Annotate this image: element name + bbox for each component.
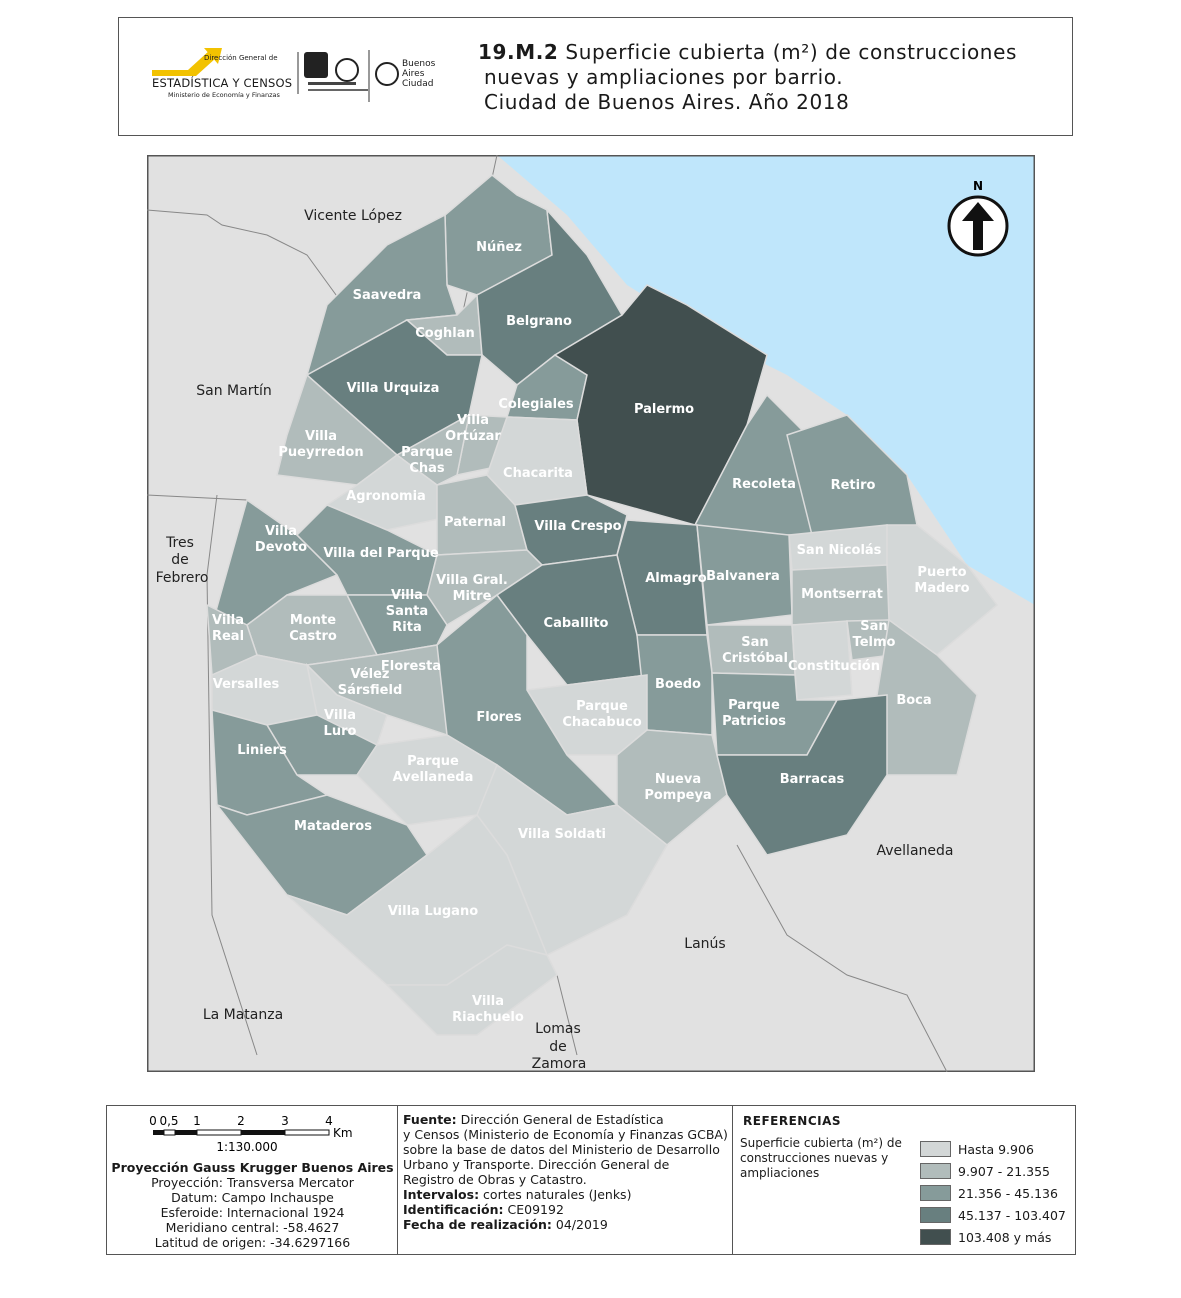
barrio-label: Flores bbox=[476, 710, 522, 725]
legend-desc-1: Superficie cubierta (m²) de bbox=[740, 1136, 902, 1150]
title-line1: Superficie cubierta (m²) de construcciones bbox=[565, 40, 1018, 64]
barrio-label: Balvanera bbox=[706, 569, 780, 584]
map-title bbox=[478, 40, 1038, 115]
barrio-san-cristóbal bbox=[707, 625, 795, 675]
neighbor-label: Zamora bbox=[531, 1056, 587, 1072]
barrio-label: Almagro bbox=[645, 571, 707, 586]
city-logo-2: Aires bbox=[402, 69, 425, 79]
barrio-label: Boca bbox=[896, 693, 932, 708]
fuente-text3: sobre la base de datos del Ministerio de Desarrollo bbox=[403, 1142, 720, 1157]
logo-text-1: Dirección General de bbox=[204, 54, 278, 62]
legend-label: 45.137 - 103.407 bbox=[958, 1208, 1066, 1223]
neighbor-label: de bbox=[549, 1039, 567, 1055]
legend-label: 103.408 y más bbox=[958, 1230, 1052, 1245]
barrio-label: Agronomia bbox=[346, 489, 426, 504]
legend-desc-2: construcciones nuevas y bbox=[740, 1151, 889, 1165]
barrio-label: Villa Soldati bbox=[518, 827, 606, 842]
intervalos-line bbox=[403, 1187, 728, 1202]
legend-desc-3: ampliaciones bbox=[740, 1166, 820, 1180]
barrio-label: Montserrat bbox=[801, 587, 883, 602]
fuente-text5: Registro de Obras y Catastro. bbox=[403, 1172, 587, 1187]
barrio-label: Belgrano bbox=[506, 314, 572, 329]
barrio-label: Villa Lugano bbox=[387, 904, 479, 919]
legend-label: 21.356 - 45.136 bbox=[958, 1186, 1058, 1201]
barrio-label: Parque Avellaneda bbox=[392, 754, 474, 785]
neighbor-label: La Matanza bbox=[202, 1007, 284, 1023]
barrio-label: Villa Gral. Mitre bbox=[436, 573, 508, 604]
intervalos-text: cortes naturales (Jenks) bbox=[483, 1187, 632, 1202]
neighbor-label: Vicente López bbox=[304, 208, 402, 224]
ident-label: Identificación: bbox=[403, 1202, 504, 1217]
barrio-label: Caballito bbox=[543, 616, 609, 631]
legend-label: 9.907 - 21.355 bbox=[958, 1164, 1050, 1179]
barrio-label: San Telmo bbox=[852, 619, 896, 650]
fecha-label: Fecha de realización: bbox=[403, 1217, 552, 1232]
neighbor-label: Febrero bbox=[155, 570, 209, 586]
barrio-label: Villa Urquiza bbox=[346, 381, 440, 396]
proj-line: Meridiano central: -58.4627 bbox=[165, 1220, 340, 1235]
barrio-label: Chacarita bbox=[503, 466, 573, 481]
barrio-label: Villa Devoto bbox=[254, 524, 308, 555]
barrio-label: Constitución bbox=[788, 659, 880, 674]
legend-title: REFERENCIAS bbox=[743, 1114, 842, 1128]
proj-line: Proyección: Transversa Mercator bbox=[151, 1175, 354, 1190]
legend-panel bbox=[733, 1106, 1074, 1254]
barrio-label: Villa Pueyrredon bbox=[278, 429, 364, 460]
neighbor-label: Avellaneda bbox=[876, 843, 954, 859]
barrio-label: Nueva Pompeya bbox=[644, 772, 712, 803]
barrio-label: Boedo bbox=[655, 677, 701, 692]
barrio-label: Floresta bbox=[380, 659, 442, 674]
fuente-text1: Dirección General de Estadística bbox=[460, 1112, 664, 1127]
source-panel bbox=[398, 1106, 733, 1254]
barrio-label: Vélez Sársfield bbox=[337, 667, 403, 698]
legend-swatch bbox=[920, 1141, 951, 1157]
fuente-text4: Urbano y Transporte. Dirección General de bbox=[403, 1157, 670, 1172]
projection-panel bbox=[107, 1106, 398, 1254]
scale-tick-label: 0 bbox=[149, 1114, 157, 1128]
title-line2: nuevas y ampliaciones por barrio. bbox=[484, 65, 844, 89]
city-logo-3: Ciudad bbox=[402, 79, 434, 89]
neighbor-label: Tres bbox=[166, 535, 194, 551]
fuente-text2: y Censos (Ministerio de Economía y Finanzas GCBA) bbox=[403, 1127, 728, 1142]
barrio-label: San Cristóbal bbox=[722, 635, 788, 666]
neighbor-label: San Martín bbox=[196, 383, 272, 399]
legend-label: Hasta 9.906 bbox=[958, 1142, 1034, 1157]
legend-swatch bbox=[920, 1207, 951, 1223]
scale-tick-label: 1 bbox=[193, 1114, 201, 1128]
proj-line: Esferoide: Internacional 1924 bbox=[160, 1205, 345, 1220]
logo-text-3: Ministerio de Economía y Finanzas bbox=[168, 91, 280, 99]
barrio-label: Villa Riachuelo bbox=[452, 994, 524, 1025]
barrio-label: Barracas bbox=[779, 772, 845, 787]
barrio-label: Liniers bbox=[237, 743, 287, 758]
barrio-label: Versalles bbox=[212, 677, 280, 692]
ident-text: CE09192 bbox=[507, 1202, 564, 1217]
fuente-label: Fuente: bbox=[403, 1112, 457, 1127]
neighbor-label: de bbox=[171, 552, 189, 568]
scale-tick-label: 0,5 bbox=[159, 1114, 179, 1128]
ident-line bbox=[403, 1202, 728, 1217]
proj-line: Datum: Campo Inchauspe bbox=[171, 1190, 334, 1205]
barrio-label: Villa Ortúzar bbox=[445, 413, 501, 444]
fecha-text: 04/2019 bbox=[555, 1217, 608, 1232]
barrio-label: Villa del Parque bbox=[323, 546, 439, 561]
projection-title: Proyección Gauss Krugger Buenos Aires bbox=[111, 1160, 394, 1175]
north-label: N bbox=[972, 179, 984, 193]
scale-tick-label: 4 bbox=[325, 1114, 333, 1128]
scale-bar bbox=[147, 1112, 367, 1154]
legend-swatch bbox=[920, 1185, 951, 1201]
barrio-label: Palermo bbox=[633, 402, 695, 417]
logo-text-2: ESTADÍSTICA Y CENSOS bbox=[152, 76, 293, 90]
choropleth-map bbox=[147, 155, 1035, 1072]
barrio-label: Monte Castro bbox=[289, 613, 337, 644]
barrio-label: Parque Chacabuco bbox=[562, 699, 642, 730]
legend-description bbox=[740, 1136, 920, 1181]
barrio-label: Paternal bbox=[444, 515, 506, 530]
scale-ticks bbox=[149, 1114, 333, 1128]
barrio-label: San Nicolás bbox=[796, 543, 882, 558]
barrio-label: Núñez bbox=[476, 240, 522, 255]
scale-unit: Km bbox=[333, 1126, 353, 1140]
barrio-label: Saavedra bbox=[352, 288, 422, 303]
scale-tick-label: 3 bbox=[281, 1114, 289, 1128]
barrio-label: Parque Chas bbox=[401, 445, 453, 476]
barrio-label: Puerto Madero bbox=[914, 565, 970, 596]
logos bbox=[148, 46, 448, 106]
barrio-label: Mataderos bbox=[294, 819, 372, 834]
fuente-line1 bbox=[403, 1112, 728, 1127]
proj-line: Latitud de origen: -34.6297166 bbox=[154, 1235, 351, 1250]
barrio-label: Parque Patricios bbox=[722, 698, 786, 729]
barrio-label: Villa Real bbox=[211, 613, 245, 644]
city-logo-1: Buenos bbox=[402, 59, 436, 69]
neighbor-label: Lanús bbox=[684, 936, 726, 952]
barrio-label: Recoleta bbox=[732, 477, 796, 492]
city-logo-text bbox=[402, 59, 435, 89]
legend-swatch bbox=[920, 1163, 951, 1179]
barrio-label: Villa Crespo bbox=[534, 519, 622, 534]
barrio-label: Villa Santa Rita bbox=[385, 588, 429, 635]
barrio-label: Villa Luro bbox=[323, 708, 357, 739]
barrio-label: Retiro bbox=[830, 478, 876, 493]
footer bbox=[106, 1105, 1076, 1255]
barrio-label: Colegiales bbox=[498, 397, 574, 412]
scale-ratio: 1:130.000 bbox=[216, 1140, 278, 1154]
title-line3: Ciudad de Buenos Aires. Año 2018 bbox=[484, 90, 850, 114]
barrio-label: Coghlan bbox=[415, 326, 475, 341]
legend-swatch bbox=[920, 1229, 951, 1245]
fecha-line bbox=[403, 1217, 728, 1232]
scale-tick-label: 2 bbox=[237, 1114, 245, 1128]
intervalos-label: Intervalos: bbox=[403, 1187, 480, 1202]
title-number: 19.M.2 bbox=[478, 40, 559, 64]
neighbor-label: Lomas bbox=[535, 1021, 581, 1037]
